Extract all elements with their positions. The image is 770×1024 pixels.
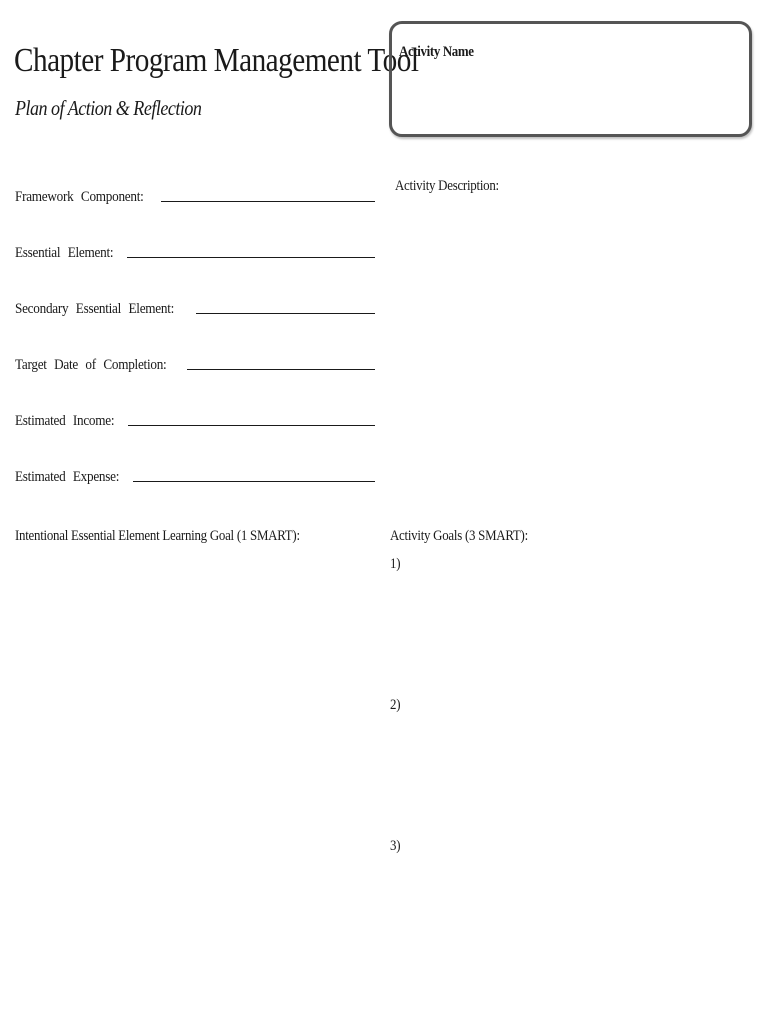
secondary-essential-element-label: Secondary Essential Element:	[15, 301, 175, 317]
target-date-label: Target Date of Completion:	[15, 357, 167, 373]
activity-name-box[interactable]	[389, 21, 752, 137]
framework-component-label: Framework Component:	[15, 189, 144, 205]
essential-element-line[interactable]	[127, 257, 375, 258]
activity-goals-label: Activity Goals (3 SMART):	[390, 528, 528, 544]
secondary-essential-element-line[interactable]	[196, 313, 375, 314]
essential-element-label: Essential Element:	[15, 245, 114, 261]
target-date-field[interactable]	[15, 354, 375, 374]
learning-goal-label: Intentional Essential Element Learning Goal (1 SMART):	[15, 528, 300, 544]
target-date-line[interactable]	[187, 369, 375, 370]
estimated-income-line[interactable]	[128, 425, 375, 426]
estimated-income-label: Estimated Income:	[15, 413, 115, 429]
secondary-essential-element-field[interactable]	[15, 298, 375, 318]
estimated-income-field[interactable]	[15, 410, 375, 430]
estimated-expense-label: Estimated Expense:	[15, 469, 120, 485]
page-subtitle: Plan of Action & Reflection	[15, 96, 202, 120]
framework-component-field[interactable]	[15, 186, 375, 206]
activity-goal-item-3: 3)	[390, 838, 401, 854]
activity-goal-item-2: 2)	[390, 697, 401, 713]
activity-name-label: Activity Name	[399, 44, 474, 60]
activity-goal-item-1: 1)	[390, 556, 401, 572]
page-title: Chapter Program Management Tool	[14, 42, 419, 79]
estimated-expense-field[interactable]	[15, 466, 375, 486]
estimated-expense-line[interactable]	[133, 481, 375, 482]
essential-element-field[interactable]	[15, 242, 375, 262]
activity-description-label: Activity Description:	[395, 178, 499, 194]
framework-component-line[interactable]	[161, 201, 375, 202]
